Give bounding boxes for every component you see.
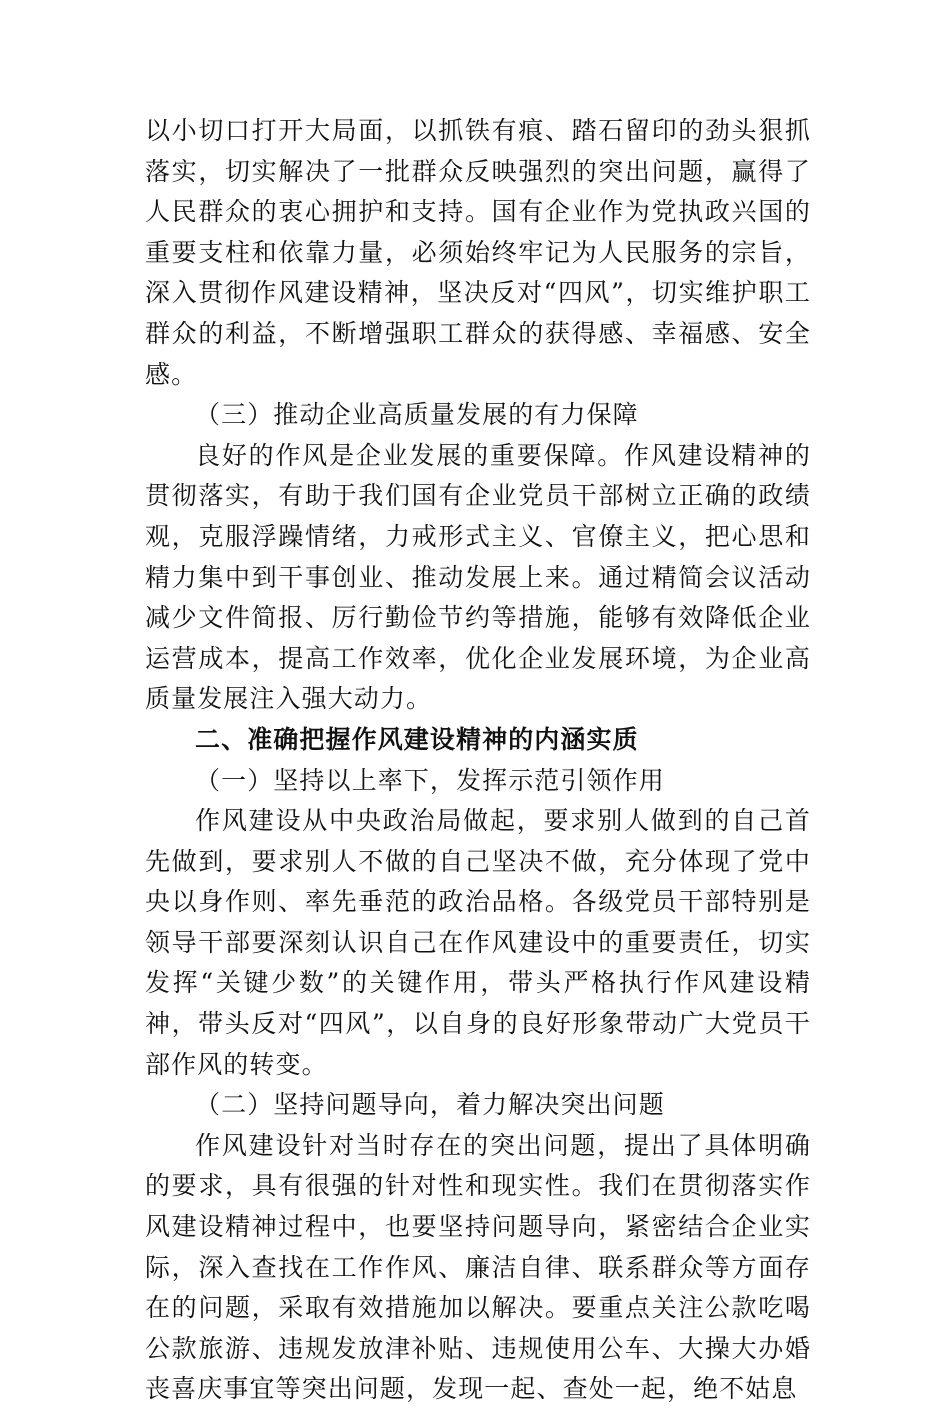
subsection-heading-1: （一）坚持以上率下，发挥示范引领作用 [195,765,665,795]
paragraph-development: 良好的作风是企业发展的重要保障。作风建设精神的贯彻落实，有助于我们国有企业党员干部树立正确的政绩观，克服浮躁情绪，力戒形式主义、官僚主义，把心思和精力集中到干事创业、推动发展上来。通过精简会议活动减少文件简报、厉行勤俭节约等措施，能够有效降低企业运营成本，提高工作效率，优化企业发展环境，为企业高质量发展注入强大动力。 [145,440,811,714]
subsection-heading-2: （二）坚持问题导向，着力解决突出问题 [195,1090,665,1120]
subsection-heading-3: （三）推动企业高质量发展的有力保障 [195,400,639,430]
paragraph-leadership: 作风建设从中央政治局做起，要求别人做到的自己首先做到，要求别人不做的自己坚决不做，充分体现了党中央以身作则、率先垂范的政治品格。各级党员干部特别是领导干部要深刻认识自己在作风建设中的重要责任，切实发挥“关键少数”的关键作用，带头严格执行作风建设精神，带头反对“四风”，以自身的良好形象带动广大党员干部作风的转变。 [145,806,811,1079]
paragraph-continued: 以小切口打开大局面，以抓铁有痕、踏石留印的劲头狠抓落实，切实解决了一批群众反映强烈的突出问题，赢得了人民群众的衷心拥护和支持。国有企业作为党执政兴国的重要支柱和依靠力量，必须始终牢记为人民服务的宗旨，深入贯彻作风建设精神，坚决反对“四风”，切实维护职工群众的利益，不断增强职工群众的获得感、幸福感、安全感。 [145,116,811,389]
paragraph-problems: 作风建设针对当时存在的突出问题，提出了具体明确的要求，具有很强的针对性和现实性。我们在贯彻落实作风建设精神过程中，也要坚持问题导向，紧密结合企业实际，深入查找在工作作风、廉洁自律、联系群众等方面存在的问题，采取有效措施加以解决。要重点关注公款吃喝公款旅游、违规发放津补贴、违规使用公车、大操大办婚丧喜庆事宜等突出问题，发现一起、查处一起，绝不姑息 [145,1130,811,1404]
document-body [145,111,811,1410]
section-2-title: 二、准确把握作风建设精神的内涵实质 [195,724,639,754]
